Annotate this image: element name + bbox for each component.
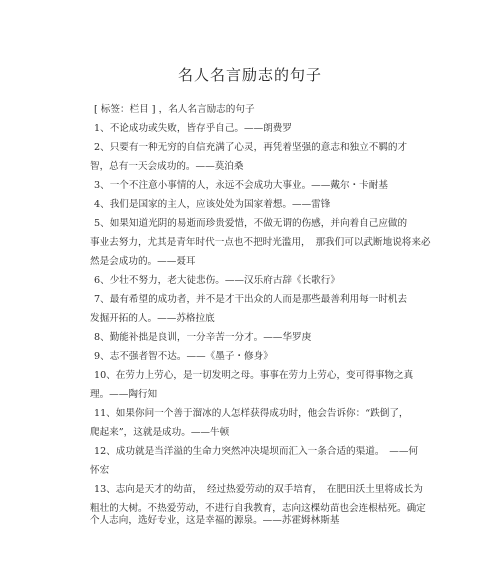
quote-line: 7、最有希望的成功者，并不是才干出众的人而是那些最善利用每一时机去 xyxy=(94,294,408,305)
quote-line: 10、在劳力上劳心，是一切发明之母。事事在劳力上劳心，变可得事物之真 xyxy=(94,370,414,381)
tag-line: [ 标签：栏目 ] ，名人名言励志的句子 xyxy=(94,104,255,115)
quote-line: 12、成功就是当洋溢的生命力突然冲决堤坝而汇入一条合适的渠道。 ——何 xyxy=(94,446,419,457)
quote-line: 3、一个不注意小事情的人，永远不会成功大事业。——戴尔・卡耐基 xyxy=(94,180,388,191)
quote-line: 1、不论成功或失败，皆存乎自己。——朗费罗 xyxy=(94,123,292,134)
quote-line: 爬起来”，这就是成功。——牛顿 xyxy=(90,427,230,438)
quote-line: 11、如果你问一个善于溜冰的人怎样获得成功时，他会告诉你：“跌倒了， xyxy=(94,408,409,419)
quote-line: 4、我们是国家的主人，应该处处为国家着想。——雷锋 xyxy=(94,199,331,210)
quote-line: 理。——陶行知 xyxy=(90,389,158,400)
quote-line: 事业去努力，尤其是青年时代一点也不把时光滥用， 那我们可以武断地说将来必 xyxy=(90,237,431,248)
quote-line: 9、志不强者智不达。——《墨子・修身》 xyxy=(94,351,273,362)
quote-line: 智，总有一天会成功的。——莫泊桑 xyxy=(90,161,244,172)
document-body xyxy=(90,104,431,527)
quote-line: 然是会成功的。——聂耳 xyxy=(90,256,196,267)
quote-line: 2、只要有一种无穷的自信充满了心灵，再凭着坚强的意志和独立不羁的才 xyxy=(94,142,408,153)
page-title: 名人名言励志的句子 xyxy=(177,66,322,84)
quote-line: 发掘开拓的人。——苏格拉底 xyxy=(90,313,215,324)
quote-line: 13、志向是天才的幼苗， 经过热爱劳动的双手培育， 在肥田沃土里将成长为 xyxy=(94,484,423,495)
quote-line: 8、勤能补拙是良训，一分辛苦一分才。——华罗庚 xyxy=(94,332,312,343)
quote-line: 6、少壮不努力，老大徒悲伤。——汉乐府古辞《长歌行》 xyxy=(94,275,340,286)
quote-line: 5、如果知道光阴的易逝而珍贵爱惜，不做无谓的伤感，并向着自己应做的 xyxy=(94,218,408,229)
quote-line: 怀宏 xyxy=(90,465,110,476)
quote-line: 粗壮的大树。不热爱劳动，不进行自我教育，志向这棵幼苗也会连根枯死。确定 xyxy=(90,503,426,514)
quote-line: 个人志向，选好专业，这是幸福的源泉。——苏霍姆林斯基 xyxy=(90,515,340,526)
